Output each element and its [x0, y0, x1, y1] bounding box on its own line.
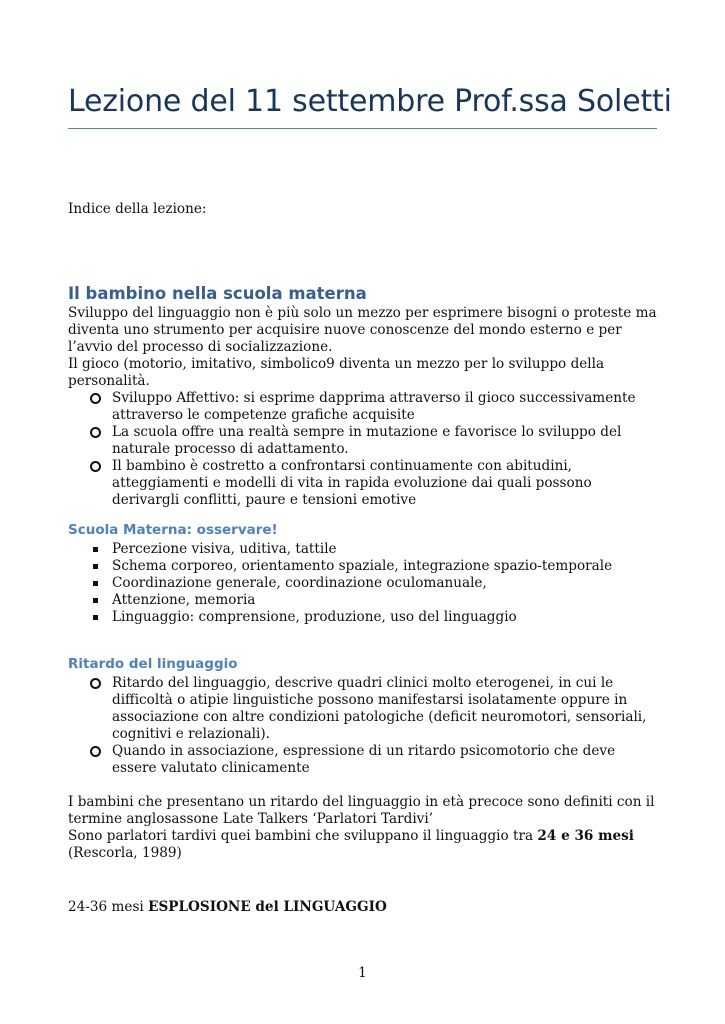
square-bullet-icon: [93, 581, 98, 586]
circle-bullet-icon: [90, 393, 101, 404]
circle-bullet-icon: [90, 461, 101, 472]
list-item: [68, 424, 658, 458]
square-bullet-icon: [93, 615, 98, 620]
section-heading-osservare: Scuola Materna: osservare!: [68, 522, 278, 538]
circle-bullet-list: [68, 675, 658, 777]
section-heading-bambino: Il bambino nella scuola materna: [68, 284, 367, 303]
section3-body: [68, 675, 658, 862]
list-item-text: Percezione visiva, uditiva, tattile: [112, 541, 337, 557]
index-label: Indice della lezione:: [68, 201, 207, 217]
square-bullet-icon: [93, 547, 98, 552]
section1-paragraph: Sviluppo del linguaggio non è più solo un mezzo per esprimere bisogni o proteste ma diventa uno strumento per acquisire nuove conoscenze del mondo esterno e per l’avvio del processo di socializzazione.: [68, 305, 657, 355]
page-number: 1: [358, 965, 367, 981]
circle-bullet-icon: [90, 678, 101, 689]
bold-age-range: 24 e 36 mesi: [537, 828, 634, 844]
section-heading-ritardo: Ritardo del linguaggio: [68, 656, 238, 672]
square-bullet-icon: [93, 598, 98, 603]
list-item: [68, 592, 658, 609]
list-item: [68, 458, 658, 509]
list-item: [68, 575, 658, 592]
section3-paragraph: I bambini che presentano un ritardo del linguaggio in età precoce sono definiti con il termine anglosassone Late Talkers ‘Parlatori Tardivi’: [68, 794, 655, 827]
square-bullet-icon: [93, 564, 98, 569]
list-item-text: Coordinazione generale, coordinazione oculomanuale,: [112, 575, 487, 591]
list-item: [68, 558, 658, 575]
section1-body: [68, 305, 658, 509]
list-item-text: Sviluppo Affettivo: si esprime dapprima attraverso il gioco successivamente attraverso le competenze grafiche acquisite: [112, 390, 636, 423]
list-item: [68, 743, 658, 777]
list-item-text: Linguaggio: comprensione, produzione, uso del linguaggio: [112, 609, 517, 625]
list-item: [68, 541, 658, 558]
list-item: [68, 390, 658, 424]
circle-bullet-icon: [90, 746, 101, 757]
list-item-text: Attenzione, memoria: [112, 592, 256, 608]
title-underline: [68, 128, 657, 129]
list-item-text: Schema corporeo, orientamento spaziale, integrazione spazio-temporale: [112, 558, 613, 574]
circle-bullet-icon: [90, 427, 101, 438]
circle-bullet-list: [68, 390, 658, 509]
section1-paragraph: Il gioco (motorio, imitativo, simbolico9 diventa un mezzo per lo sviluppo della personalità.: [68, 356, 605, 389]
final-line: 24-36 mesi ESPLOSIONE del LINGUAGGIO: [68, 899, 387, 915]
list-item-text: Ritardo del linguaggio, descrive quadri clinici molto eterogenei, in cui le difficoltà o atipie linguistiche possono manifestarsi isolatamente oppure in associazione con altre condizioni patologiche (deficit neuromotori, sensoriali, cognitivi e relazionali).: [112, 675, 647, 742]
list-item-text: Il bambino è costretto a confrontarsi continuamente con abitudini, atteggiamenti e modelli di vita in rapida evoluzione dai quali possono derivargli conflitti, paure e tensioni emotive: [112, 458, 592, 508]
list-item-text: La scuola offre una realtà sempre in mutazione e favorisce lo sviluppo del naturale processo di adattamento.: [112, 424, 622, 457]
section3-paragraph: Sono parlatori tardivi quei bambini che sviluppano il linguaggio tra 24 e 36 mesi (Rescorla, 1989): [68, 828, 634, 861]
square-bullet-list: [68, 541, 658, 626]
list-item: [68, 609, 658, 626]
bold-explosion-label: ESPLOSIONE del LINGUAGGIO: [148, 899, 387, 915]
list-item-text: Quando in associazione, espressione di un ritardo psicomotorio che deve essere valutato clinicamente: [112, 743, 616, 776]
page-title: Lezione del 11 settembre Prof.ssa Soletti: [68, 84, 672, 119]
list-item: [68, 675, 658, 743]
section2-body: [68, 541, 658, 626]
